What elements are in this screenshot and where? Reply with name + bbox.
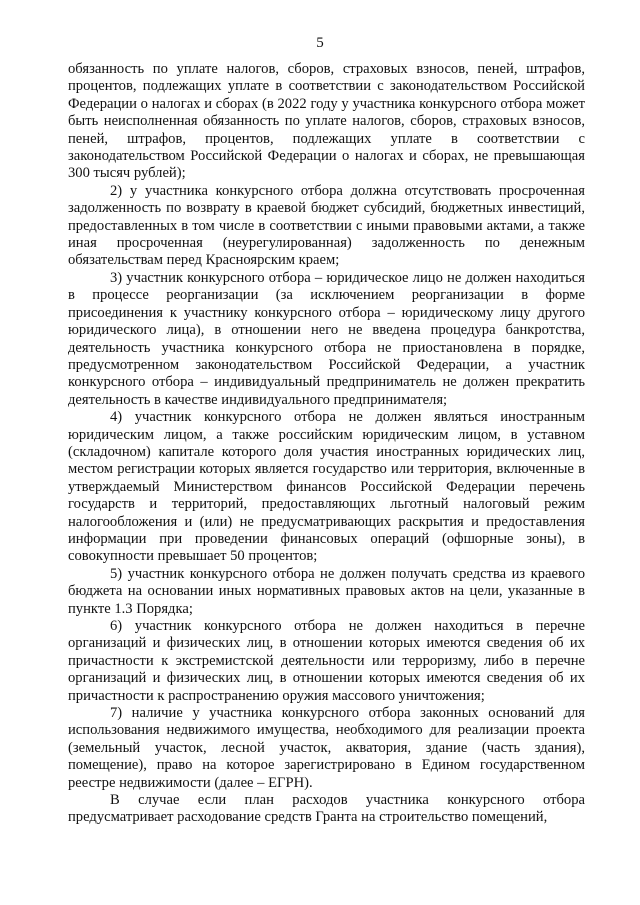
- paragraph-item-2: 2) у участника конкурсного отбора должна отсутствовать просроченная задолженность по возврату в краевой бюджет субсидий, бюджетных инвестиций, предоставленных в том числе в соответствии с иными правовыми актами, а также иная просроченная (неурегулированная) задолженность по денежным обязательствам перед Красноярским краем;: [68, 182, 585, 269]
- paragraph-construction-case: В случае если план расходов участника конкурсного отбора предусматривает расходование средств Гранта на строительство помещений,: [68, 792, 585, 826]
- paragraph-tax-obligation-continuation: обязанность по уплате налогов, сборов, страховых взносов, пеней, штрафов, процентов, подлежащих уплате в соответствии с законодательством Российской Федерации о налогах и сборах (в 2022 году у участника конкурсного отбора может быть неисполненная обязанность по уплате налогов, сборов, страховых взносов, пеней, штрафов, процентов, подлежащих уплате в соответствии с законодательством Российской Федерации о налогах и сборах, не превышающая 300 тысяч рублей);: [68, 61, 585, 182]
- paragraph-item-5: 5) участник конкурсного отбора не должен получать средства из краевого бюджета на основании иных нормативных правовых актов на цели, указанные в пункте 1.3 Порядка;: [68, 565, 585, 617]
- page-number: 5: [316, 35, 324, 51]
- paragraph-item-6: 6) участник конкурсного отбора не должен находиться в перечне организаций и физических лиц, в отношении которых имеются сведения об их причастности к экстремистской деятельности или терроризму, либо в перечне организаций и физических лиц, в отношении которых имеются сведения об их причастности к распространению оружия массового уничтожения;: [68, 618, 585, 704]
- paragraph-item-3: 3) участник конкурсного отбора – юридическое лицо не должен находиться в процессе реорганизации (за исключением реорганизации в форме присоединения к участнику конкурсного отбора – юридическому лицу другого юридического лица), в отношении него не введена процедура банкротства, деятельность участника конкурсного отбора не приостановлена в порядке, предусмотренном законодательством Российской Федерации, а участник конкурсного отбора – индивидуальный предприниматель не должен прекратить деятельность в качестве индивидуального предпринимателя;: [68, 269, 585, 408]
- paragraph-item-7: 7) наличие у участника конкурсного отбора законных оснований для использования недвижимого имущества, необходимого для реализации проекта (земельный участок, лесной участок, акватория, здание (часть здания), помещение), право на которое зарегистрировано в Едином государственном реестре недвижимости (далее – ЕГРН).: [68, 705, 585, 791]
- paragraph-item-4: 4) участник конкурсного отбора не должен являться иностранным юридическим лицом, а также российским юридическим лицом, в уставном (складочном) капитале которого доля участия иностранных юридических лиц, местом регистрации которых является государство или территория, включенные в утверждаемый Министерством финансов Российской Федерации перечень государств и территорий, предоставляющих льготный налоговый режим налогообложения и (или) не предусматривающих раскрытия и предоставления информации при проведении финансовых операций (офшорные зоны), в совокупности превышает 50 процентов;: [68, 409, 585, 565]
- document-body: [68, 61, 585, 827]
